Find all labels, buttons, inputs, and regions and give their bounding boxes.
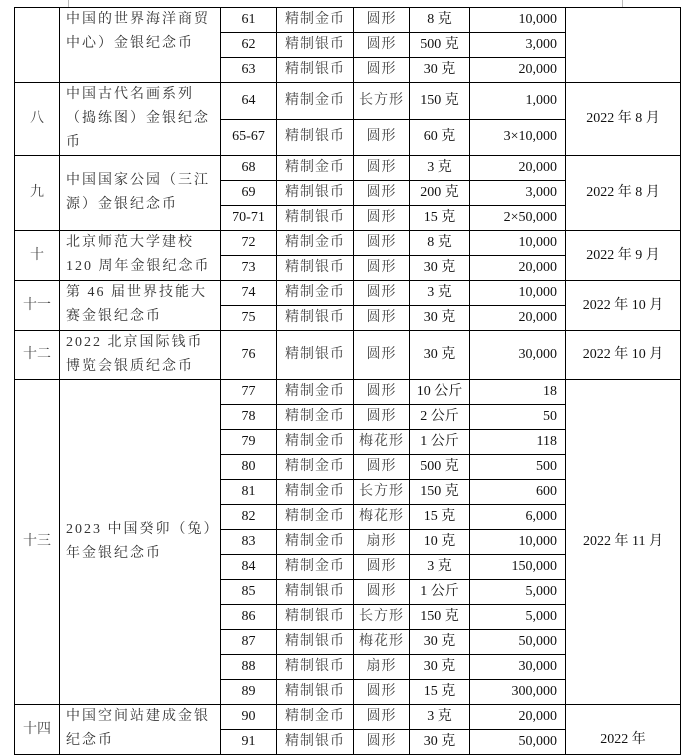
- coin-weight: 30 克: [410, 730, 470, 755]
- coin-shape: 长方形: [354, 83, 410, 120]
- coin-weight: 1 公斤: [410, 580, 470, 605]
- series-name: 中国空间站建成金银纪念币: [60, 705, 221, 755]
- coin-type: 精制金币: [277, 705, 354, 730]
- coin-type: 精制银币: [277, 58, 354, 83]
- series-index: 八: [15, 83, 60, 156]
- coin-type: 精制金币: [277, 430, 354, 455]
- coin-shape: 圆形: [354, 405, 410, 430]
- coin-weight: 3 克: [410, 156, 470, 181]
- coin-type: 精制金币: [277, 505, 354, 530]
- coin-quantity: 2×50,000: [470, 206, 566, 231]
- series-name: 中国国家公园（三江源）金银纪念币: [60, 156, 221, 231]
- coin-number: 86: [221, 605, 277, 630]
- coin-number: 73: [221, 256, 277, 281]
- coin-number: 78: [221, 405, 277, 430]
- coin-type: 精制金币: [277, 555, 354, 580]
- coin-shape: 圆形: [354, 331, 410, 380]
- coin-number: 63: [221, 58, 277, 83]
- coin-quantity: 500: [470, 455, 566, 480]
- coin-weight: 30 克: [410, 655, 470, 680]
- coin-type: 精制金币: [277, 231, 354, 256]
- coin-number: 76: [221, 331, 277, 380]
- coin-shape: 圆形: [354, 231, 410, 256]
- coin-number: 85: [221, 580, 277, 605]
- coin-number: 64: [221, 83, 277, 120]
- coin-number: 79: [221, 430, 277, 455]
- coin-weight: 8 克: [410, 8, 470, 33]
- coin-quantity: 20,000: [470, 306, 566, 331]
- coin-quantity: 18: [470, 380, 566, 405]
- issue-date: 2022 年 8 月: [566, 156, 681, 231]
- coin-shape: 扇形: [354, 655, 410, 680]
- coin-weight: 15 克: [410, 680, 470, 705]
- series-index: 九: [15, 156, 60, 231]
- coin-weight: 15 克: [410, 206, 470, 231]
- coin-number: 68: [221, 156, 277, 181]
- table-row: [15, 331, 681, 380]
- coin-weight: 30 克: [410, 630, 470, 655]
- coin-weight: 500 克: [410, 455, 470, 480]
- issue-date: 2022 年 8 月: [566, 83, 681, 156]
- coin-shape: 扇形: [354, 530, 410, 555]
- coin-type: 精制银币: [277, 630, 354, 655]
- issue-date: [566, 8, 681, 83]
- coin-shape: 圆形: [354, 380, 410, 405]
- series-name: 第 46 届世界技能大赛金银纪念币: [60, 281, 221, 331]
- series-index: 十一: [15, 281, 60, 331]
- coin-weight: 15 克: [410, 505, 470, 530]
- coin-shape: 圆形: [354, 33, 410, 58]
- coin-type: 精制金币: [277, 530, 354, 555]
- coin-type: 精制银币: [277, 119, 354, 156]
- table-row: [15, 83, 681, 120]
- coin-number: 84: [221, 555, 277, 580]
- coin-quantity: 20,000: [470, 58, 566, 83]
- coin-shape: 圆形: [354, 181, 410, 206]
- series-name: 2022 北京国际钱币博览会银质纪念币: [60, 331, 221, 380]
- series-name: 北京师范大学建校 120 周年金银纪念币: [60, 231, 221, 281]
- coin-shape: 圆形: [354, 455, 410, 480]
- coin-quantity: 10,000: [470, 281, 566, 306]
- issue-date: 2022 年 10 月: [566, 281, 681, 331]
- coin-number: 65-67: [221, 119, 277, 156]
- coin-type: 精制金币: [277, 8, 354, 33]
- coin-type: 精制银币: [277, 730, 354, 755]
- coin-weight: 500 克: [410, 33, 470, 58]
- coin-number: 77: [221, 380, 277, 405]
- coin-type: 精制银币: [277, 655, 354, 680]
- coin-weight: 60 克: [410, 119, 470, 156]
- series-index: 十四: [15, 705, 60, 755]
- table-row: [15, 380, 681, 405]
- series-name: 2023 中国癸卯（兔）年金银纪念币: [60, 380, 221, 705]
- coin-weight: 150 克: [410, 480, 470, 505]
- coin-quantity: 5,000: [470, 605, 566, 630]
- coin-weight: 10 公斤: [410, 380, 470, 405]
- coin-number: 87: [221, 630, 277, 655]
- coin-number: 62: [221, 33, 277, 58]
- coin-quantity: 10,000: [470, 530, 566, 555]
- coin-type: 精制银币: [277, 580, 354, 605]
- coin-quantity: 1,000: [470, 83, 566, 120]
- coin-weight: 30 克: [410, 256, 470, 281]
- page-guide-line: [622, 0, 623, 7]
- coin-type: 精制银币: [277, 680, 354, 705]
- coin-weight: 2 公斤: [410, 405, 470, 430]
- coin-type: 精制银币: [277, 206, 354, 231]
- coin-quantity: 20,000: [470, 705, 566, 730]
- coin-shape: 圆形: [354, 119, 410, 156]
- coin-quantity: 20,000: [470, 156, 566, 181]
- coin-quantity: 50,000: [470, 730, 566, 755]
- coin-type: 精制银币: [277, 605, 354, 630]
- coin-shape: 圆形: [354, 156, 410, 181]
- coin-type: 精制金币: [277, 156, 354, 181]
- issue-date: 2022 年 11 月: [566, 380, 681, 705]
- coin-shape: 圆形: [354, 730, 410, 755]
- coin-shape: 圆形: [354, 256, 410, 281]
- coin-quantity: 300,000: [470, 680, 566, 705]
- coin-shape: 长方形: [354, 605, 410, 630]
- coin-number: 70-71: [221, 206, 277, 231]
- coin-type: 精制金币: [277, 281, 354, 306]
- coin-quantity: 3,000: [470, 181, 566, 206]
- coin-number: 69: [221, 181, 277, 206]
- coin-number: 89: [221, 680, 277, 705]
- coin-weight: 1 公斤: [410, 430, 470, 455]
- series-index: 十: [15, 231, 60, 281]
- coin-weight: 30 克: [410, 331, 470, 380]
- coin-number: 75: [221, 306, 277, 331]
- coin-type: 精制银币: [277, 306, 354, 331]
- coin-quantity: 10,000: [470, 8, 566, 33]
- coin-type: 精制银币: [277, 33, 354, 58]
- coin-shape: 圆形: [354, 206, 410, 231]
- coin-weight: 30 克: [410, 58, 470, 83]
- table-row: [15, 705, 681, 730]
- coin-weight: 8 克: [410, 231, 470, 256]
- coin-number: 82: [221, 505, 277, 530]
- coin-type: 精制银币: [277, 181, 354, 206]
- series-index: 十三: [15, 380, 60, 705]
- coin-type: 精制金币: [277, 455, 354, 480]
- coin-shape: 圆形: [354, 8, 410, 33]
- coin-weight: 3 克: [410, 281, 470, 306]
- page-guide-line: [68, 0, 69, 7]
- coin-weight: 3 克: [410, 705, 470, 730]
- issue-date: 2022 年 9 月: [566, 231, 681, 281]
- coin-quantity: 3,000: [470, 33, 566, 58]
- coin-shape: 圆形: [354, 281, 410, 306]
- coin-number: 90: [221, 705, 277, 730]
- coin-number: 83: [221, 530, 277, 555]
- coin-shape: 梅花形: [354, 630, 410, 655]
- series-index: 十二: [15, 331, 60, 380]
- coin-quantity: 50: [470, 405, 566, 430]
- table-row: [15, 8, 681, 33]
- coin-number: 80: [221, 455, 277, 480]
- coin-weight: 200 克: [410, 181, 470, 206]
- coin-type: 精制银币: [277, 256, 354, 281]
- commemorative-coin-table: [14, 7, 681, 755]
- coin-type: 精制金币: [277, 405, 354, 430]
- series-name: 中国的世界海洋商贸中心）金银纪念币: [60, 8, 221, 83]
- coin-shape: 圆形: [354, 680, 410, 705]
- coin-weight: 150 克: [410, 605, 470, 630]
- coin-number: 91: [221, 730, 277, 755]
- coin-quantity: 30,000: [470, 331, 566, 380]
- coin-quantity: 30,000: [470, 655, 566, 680]
- coin-type: 精制银币: [277, 331, 354, 380]
- table-row: [15, 231, 681, 256]
- coin-number: 61: [221, 8, 277, 33]
- coin-shape: 圆形: [354, 705, 410, 730]
- coin-shape: 长方形: [354, 480, 410, 505]
- coin-quantity: 3×10,000: [470, 119, 566, 156]
- coin-quantity: 6,000: [470, 505, 566, 530]
- coin-weight: 30 克: [410, 306, 470, 331]
- coin-type: 精制金币: [277, 380, 354, 405]
- coin-weight: 10 克: [410, 530, 470, 555]
- coin-quantity: 600: [470, 480, 566, 505]
- coin-quantity: 118: [470, 430, 566, 455]
- coin-weight: 150 克: [410, 83, 470, 120]
- coin-quantity: 20,000: [470, 256, 566, 281]
- series-index: [15, 8, 60, 83]
- coin-number: 88: [221, 655, 277, 680]
- coin-quantity: 150,000: [470, 555, 566, 580]
- series-name: 中国古代名画系列（捣练图）金银纪念币: [60, 83, 221, 156]
- issue-date: 2022 年 10 月: [566, 331, 681, 380]
- table-row: [15, 156, 681, 181]
- coin-quantity: 5,000: [470, 580, 566, 605]
- coin-type: 精制金币: [277, 480, 354, 505]
- coin-shape: 圆形: [354, 580, 410, 605]
- coin-weight: 3 克: [410, 555, 470, 580]
- coin-type: 精制金币: [277, 83, 354, 120]
- coin-number: 72: [221, 231, 277, 256]
- coin-number: 81: [221, 480, 277, 505]
- coin-shape: 梅花形: [354, 430, 410, 455]
- coin-quantity: 10,000: [470, 231, 566, 256]
- coin-number: 74: [221, 281, 277, 306]
- coin-shape: 圆形: [354, 58, 410, 83]
- coin-shape: 圆形: [354, 555, 410, 580]
- issue-date: 2022 年: [566, 705, 681, 755]
- coin-quantity: 50,000: [470, 630, 566, 655]
- coin-shape: 梅花形: [354, 505, 410, 530]
- table-row: [15, 281, 681, 306]
- coin-shape: 圆形: [354, 306, 410, 331]
